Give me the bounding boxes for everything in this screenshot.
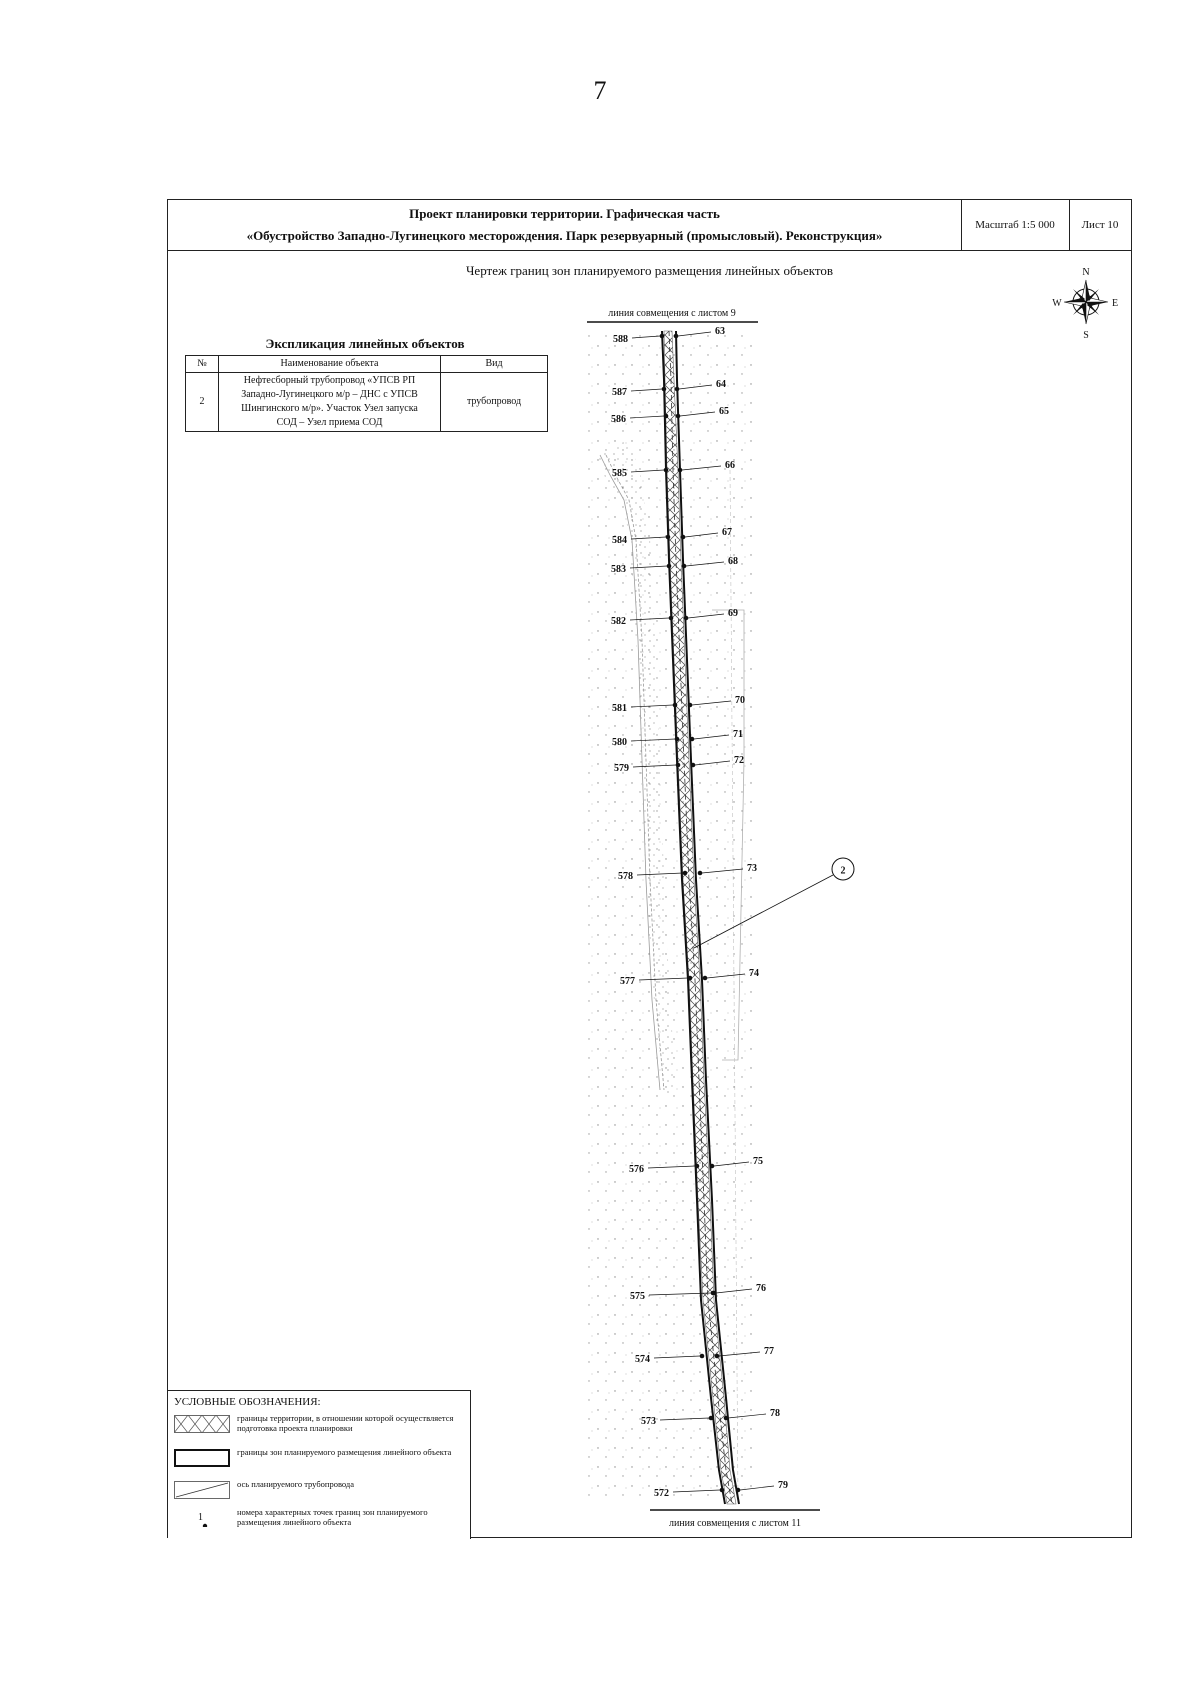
compass-n: N [1082, 267, 1090, 278]
point-label: 586 [611, 414, 626, 425]
point-label: 79 [778, 1480, 788, 1491]
bold-border-symbol-icon [174, 1449, 230, 1467]
explication-cell-type: трубопровод [441, 373, 548, 432]
legend-item-territory [174, 1413, 468, 1447]
legend-text: ось планируемого трубопровода [237, 1479, 354, 1489]
point-label: 64 [716, 379, 726, 390]
sheet-number-cell: Лист 10 [1081, 219, 1119, 231]
point-label: 76 [756, 1283, 766, 1294]
explication-header-type: Вид [441, 356, 548, 373]
page-number: 7 [593, 76, 607, 105]
explication-name-line: Нефтесборный трубопровод «УПСВ РП [243, 375, 416, 386]
point-label: 580 [612, 737, 627, 748]
point-label: 73 [747, 863, 757, 874]
explication-header-num: № [186, 356, 219, 373]
point-label: 70 [735, 695, 745, 706]
point-label: 77 [764, 1346, 774, 1357]
point-label: 72 [734, 755, 744, 766]
object-callout-number: 2 [840, 865, 846, 877]
legend [168, 1390, 471, 1539]
compass-s: S [1083, 330, 1089, 341]
legend-item-zone-boundary [174, 1447, 468, 1481]
point-label: 581 [612, 703, 627, 714]
explication-name-line: СОД – Узел приема СОД [276, 417, 383, 428]
point-label: 75 [753, 1156, 763, 1167]
point-label: 579 [614, 763, 629, 774]
point-label: 69 [728, 608, 738, 619]
explication-name-line: Шингинского м/р». Участок Узел запуска [241, 403, 418, 414]
hatch-symbol-icon [174, 1415, 230, 1433]
point-label: 65 [719, 406, 729, 417]
legend-item-point [174, 1507, 468, 1541]
point-label: 572 [654, 1488, 669, 1499]
point-label: 63 [715, 326, 725, 337]
table-row [186, 373, 548, 432]
title-line-2: «Обустройство Западно-Лугинецкого месторождения. Парк резервуарный (промысловый). Реконструкция» [246, 228, 883, 243]
point-label: 585 [612, 468, 627, 479]
point-label: 588 [613, 334, 628, 345]
point-label: 577 [620, 976, 635, 987]
match-line-top-label: линия совмещения с листом 9 [608, 308, 736, 319]
point-label: 67 [722, 527, 732, 538]
explication-header-row [186, 356, 548, 373]
explication-title: Экспликация линейных объектов [265, 336, 465, 351]
point-label: 573 [641, 1416, 656, 1427]
point-label: 68 [728, 556, 738, 567]
point-label: 575 [630, 1291, 645, 1302]
compass-e: E [1111, 298, 1119, 309]
point-label: 584 [612, 535, 627, 546]
explication-cell-num: 2 [186, 373, 219, 432]
point-label: 583 [611, 564, 626, 575]
title-line-1: Проект планировки территории. Графическая часть [409, 206, 720, 221]
drawing-title: Чертеж границ зон планируемого размещения линейных объектов [465, 263, 834, 278]
explication-header-name: Наименование объекта [219, 356, 441, 373]
axis-line-symbol-icon [174, 1481, 230, 1499]
legend-text: границы зон планируемого размещения линейного объекта [237, 1447, 452, 1457]
explication-table [185, 355, 548, 432]
point-label: 574 [635, 1354, 650, 1365]
point-label: 71 [733, 729, 743, 740]
explication-cell-name [219, 373, 441, 432]
title-block [168, 200, 1131, 251]
point-label: 578 [618, 871, 633, 882]
point-label: 74 [749, 968, 759, 979]
point-label: 576 [629, 1164, 644, 1175]
point-symbol-icon [174, 1509, 230, 1527]
point-label: 582 [611, 616, 626, 627]
match-line-bottom-label: линия совмещения с листом 11 [668, 1518, 802, 1529]
point-symbol-glyph: 1 [198, 1512, 203, 1523]
compass-w: W [1052, 298, 1062, 309]
drawing-sheet [167, 199, 1132, 1538]
scale-cell: Масштаб 1:5 000 [961, 200, 1070, 250]
point-label: 587 [612, 387, 627, 398]
point-label: 78 [770, 1408, 780, 1419]
explication-name-line: Западно-Лугинецкого м/р – ДНС с УПСВ [241, 389, 418, 400]
title-main [168, 200, 962, 250]
legend-text: границы территории, в отношении которой осуществляется подготовка проекта планировки [237, 1413, 454, 1433]
legend-text: номера характерных точек границ зон планируемого размещения линейного объекта [237, 1507, 428, 1527]
legend-title: УСЛОВНЫЕ ОБОЗНАЧЕНИЯ: [174, 1396, 321, 1408]
point-label: 66 [725, 460, 735, 471]
